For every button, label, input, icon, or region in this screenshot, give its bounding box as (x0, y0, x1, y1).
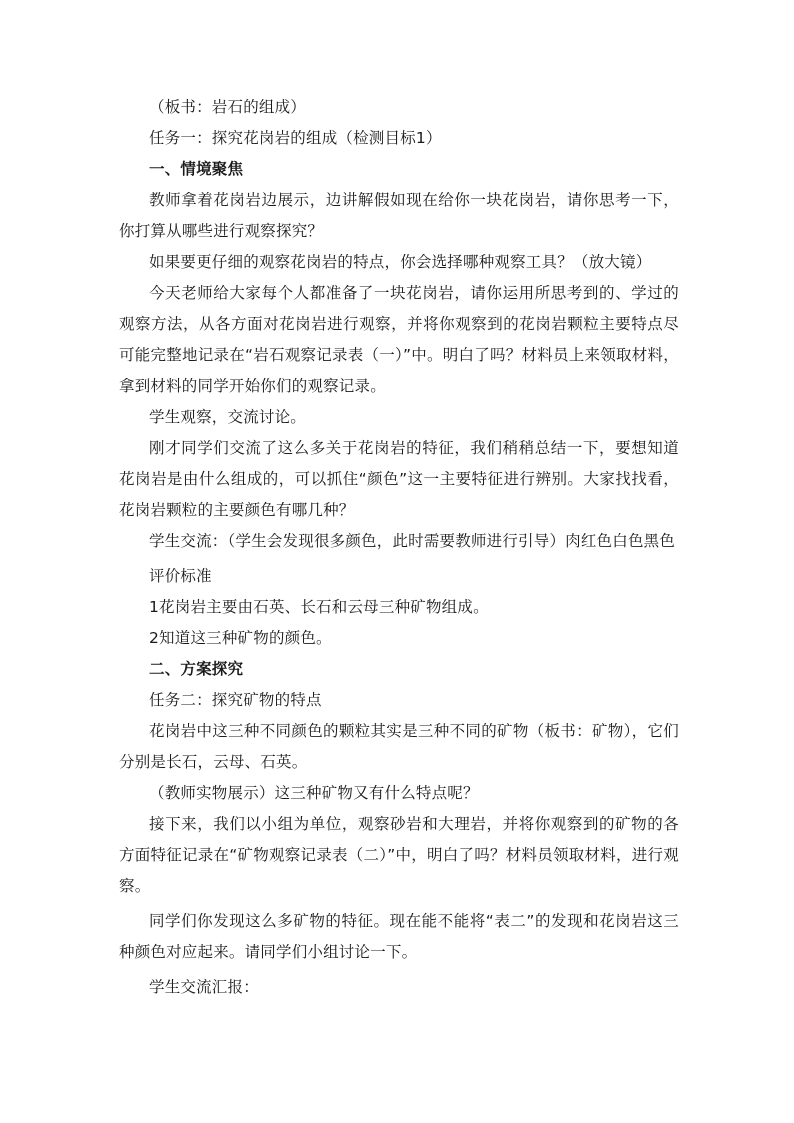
paragraph: （教师实物展示）这三种矿物又有什么特点呢？ (149, 784, 479, 802)
paragraph: 评价标准 (149, 567, 212, 585)
paragraph: 刚才同学们交流了这么多关于花岗岩的特征，我们稍稍总结一下，要想知道花岗岩是由什么组成的，可以抓住“颜色”这一主要特征进行辨别。大家找找看，花岗岩颗粒的主要颜色有哪几种？ (119, 439, 679, 519)
paragraph: 2知道这三种矿物的颜色。 (149, 629, 332, 647)
document-body (119, 92, 679, 1003)
paragraph: 1花岗岩主要由石英、长石和云母三种矿物组成。 (149, 598, 489, 616)
paragraph: 如果要更仔细的观察花岗岩的特点，你会选择哪种观察工具？（放大镜） (149, 253, 652, 271)
paragraph: （板书：岩石的组成） (149, 98, 307, 116)
paragraph: 接下来，我们以小组为单位，观察砂岩和大理岩，并将你观察到的矿物的各方面特征记录在“矿物观察记录表（二）”中，明白了吗？材料员领取材料，进行观察。 (119, 815, 679, 895)
section-heading: 二、方案探究 (149, 660, 244, 678)
paragraph: 同学们你发现这么多矿物的特征。现在能不能将“表二”的发现和花岗岩这三种颜色对应起来。请同学们小组讨论一下。 (119, 912, 679, 961)
paragraph: 任务一：探究花岗岩的组成（检测目标1） (149, 129, 442, 147)
paragraph: 教师拿着花岗岩边展示，边讲解假如现在给你一块花岗岩，请你思考一下，你打算从哪些进行观察探究？ (119, 191, 679, 240)
paragraph: 任务二：探究矿物的特点 (149, 691, 322, 709)
paragraph: 今天老师给大家每个人都准备了一块花岗岩，请你运用所思考到的、学过的观察方法，从各方面对花岗岩进行观察，并将你观察到的花岗岩颗粒主要特点尽可能完整地记录在“岩石观察记录表（一）”中。明白了吗？材料员上来领取材料，拿到材料的同学开始你们的观察记录。 (119, 284, 679, 395)
section-heading: 一、情境聚焦 (149, 160, 244, 178)
paragraph: 花岗岩中这三种不同颜色的颗粒其实是三种不同的矿物（板书：矿物），它们分别是长石，云母、石英。 (119, 722, 679, 771)
paragraph: 学生观察，交流讨论。 (149, 408, 307, 426)
paragraph: 学生交流汇报： (149, 978, 259, 996)
paragraph: 学生交流：（学生会发现很多颜色，此时需要教师进行引导）肉红色白色黑色 (149, 532, 676, 550)
